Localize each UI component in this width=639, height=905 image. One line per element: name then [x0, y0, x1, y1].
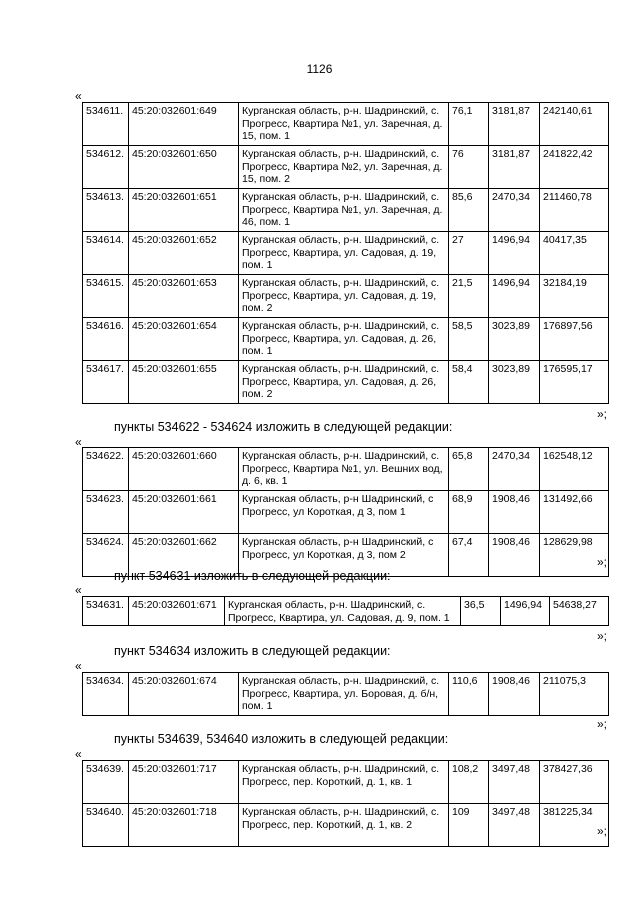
- item-number-cell: 534616.: [83, 318, 129, 361]
- address-cell: Курганская область, р-н. Шадринский, с. Прогресс, Квартира, ул. Садовая, д. 19, пом. 1: [239, 232, 449, 275]
- amendment-heading: пункты 534639, 534640 изложить в следующей редакции:: [114, 732, 449, 746]
- address-cell: Курганская область, р-н. Шадринский, с. Прогресс, Квартира №1, ул. Заречная, д. 15, пом. 1: [239, 103, 449, 146]
- value-cell: 211075,3: [540, 673, 609, 716]
- cadastral-number-cell: 45:20:032601:671: [129, 597, 225, 626]
- price-cell: 3497,48: [489, 804, 540, 847]
- table-row: [83, 361, 609, 404]
- open-quote: «: [75, 583, 82, 597]
- cadastral-number-cell: 45:20:032601:661: [129, 491, 239, 534]
- amendment-heading: пункт 534631 изложить в следующей редакции:: [114, 569, 391, 583]
- price-cell: 3023,89: [489, 318, 540, 361]
- table-row: [83, 491, 609, 534]
- address-cell: Курганская область, р-н. Шадринский, с. Прогресс, Квартира, ул. Боровая, д. б/н, пом. 1: [239, 673, 449, 716]
- open-quote: «: [75, 435, 82, 449]
- table-row: [83, 318, 609, 361]
- close-quote: »;: [597, 555, 608, 569]
- table-row: [83, 448, 609, 491]
- value-cell: 176897,56: [540, 318, 609, 361]
- cadastral-number-cell: 45:20:032601:655: [129, 361, 239, 404]
- value-cell: 381225,34: [540, 804, 609, 847]
- cadastral-number-cell: 45:20:032601:662: [129, 534, 239, 577]
- table-row: [83, 146, 609, 189]
- price-cell: 2470,34: [489, 189, 540, 232]
- area-cell: 27: [449, 232, 489, 275]
- item-number-cell: 534615.: [83, 275, 129, 318]
- price-cell: 1496,94: [489, 232, 540, 275]
- item-number-cell: 534611.: [83, 103, 129, 146]
- address-cell: Курганская область, р-н. Шадринский, с. Прогресс, Квартира, ул. Садовая, д. 19, пом. 2: [239, 275, 449, 318]
- cadastral-number-cell: 45:20:032601:718: [129, 804, 239, 847]
- area-cell: 85,6: [449, 189, 489, 232]
- value-cell: 211460,78: [540, 189, 609, 232]
- address-cell: Курганская область, р-н. Шадринский, с. Прогресс, Квартира, ул. Садовая, д. 26, пом. 2: [239, 361, 449, 404]
- table-row: [83, 189, 609, 232]
- cadastral-number-cell: 45:20:032601:653: [129, 275, 239, 318]
- address-cell: Курганская область, р-н. Шадринский, с. Прогресс, пер. Короткий, д. 1, кв. 2: [239, 804, 449, 847]
- area-cell: 21,5: [449, 275, 489, 318]
- item-number-cell: 534614.: [83, 232, 129, 275]
- register-table: [82, 447, 609, 577]
- table-row: [83, 673, 609, 716]
- cadastral-number-cell: 45:20:032601:652: [129, 232, 239, 275]
- area-cell: 65,8: [449, 448, 489, 491]
- item-number-cell: 534617.: [83, 361, 129, 404]
- address-cell: Курганская область, р-н. Шадринский, с. Прогресс, Квартира, ул. Садовая, д. 26, пом. 1: [239, 318, 449, 361]
- table-row: [83, 597, 609, 626]
- area-cell: 68,9: [449, 491, 489, 534]
- close-quote: »;: [597, 717, 608, 731]
- page-number: 1126: [306, 62, 333, 76]
- area-cell: 76,1: [449, 103, 489, 146]
- register-table: [82, 596, 609, 626]
- open-quote: «: [75, 89, 82, 103]
- value-cell: 128629,98: [540, 534, 609, 577]
- price-cell: 1908,46: [489, 673, 540, 716]
- table-row: [83, 232, 609, 275]
- price-cell: 1908,46: [489, 491, 540, 534]
- cadastral-number-cell: 45:20:032601:649: [129, 103, 239, 146]
- area-cell: 36,5: [461, 597, 501, 626]
- table-row: [83, 761, 609, 804]
- table-row: [83, 275, 609, 318]
- cadastral-number-cell: 45:20:032601:654: [129, 318, 239, 361]
- close-quote: »;: [597, 629, 608, 643]
- address-cell: Курганская область, р-н. Шадринский, с. Прогресс, Квартира №2, ул. Заречная, д. 15, пом. 2: [239, 146, 449, 189]
- price-cell: 1496,94: [489, 275, 540, 318]
- address-cell: Курганская область, р-н Шадринский, с Прогресс, ул Короткая, д 3, пом 2: [239, 534, 449, 577]
- cadastral-number-cell: 45:20:032601:660: [129, 448, 239, 491]
- cadastral-number-cell: 45:20:032601:674: [129, 673, 239, 716]
- amendment-heading: пункты 534622 - 534624 изложить в следующей редакции:: [114, 420, 453, 434]
- cadastral-number-cell: 45:20:032601:717: [129, 761, 239, 804]
- open-quote: «: [75, 659, 82, 673]
- area-cell: 67,4: [449, 534, 489, 577]
- open-quote: «: [75, 747, 82, 761]
- cadastral-number-cell: 45:20:032601:650: [129, 146, 239, 189]
- area-cell: 76: [449, 146, 489, 189]
- price-cell: 3181,87: [489, 103, 540, 146]
- price-cell: 3497,48: [489, 761, 540, 804]
- amendment-heading: пункт 534634 изложить в следующей редакции:: [114, 644, 391, 658]
- value-cell: 40417,35: [540, 232, 609, 275]
- price-cell: 3181,87: [489, 146, 540, 189]
- table-row: [83, 103, 609, 146]
- item-number-cell: 534640.: [83, 804, 129, 847]
- area-cell: 110,6: [449, 673, 489, 716]
- item-number-cell: 534624.: [83, 534, 129, 577]
- address-cell: Курганская область, р-н. Шадринский, с. Прогресс, пер. Короткий, д. 1, кв. 1: [239, 761, 449, 804]
- address-cell: Курганская область, р-н. Шадринский, с. Прогресс, Квартира, ул. Садовая, д. 9, пом. 1: [225, 597, 461, 626]
- value-cell: 162548,12: [540, 448, 609, 491]
- item-number-cell: 534639.: [83, 761, 129, 804]
- address-cell: Курганская область, р-н. Шадринский, с. Прогресс, Квартира №1, ул. Вешних вод, д. 6, кв. 1: [239, 448, 449, 491]
- register-table: [82, 672, 609, 716]
- item-number-cell: 534612.: [83, 146, 129, 189]
- register-table: [82, 102, 609, 404]
- address-cell: Курганская область, р-н Шадринский, с Прогресс, ул Короткая, д 3, пом 1: [239, 491, 449, 534]
- close-quote: »;: [597, 824, 608, 838]
- price-cell: 1908,46: [489, 534, 540, 577]
- table-row: [83, 804, 609, 847]
- item-number-cell: 534613.: [83, 189, 129, 232]
- area-cell: 58,5: [449, 318, 489, 361]
- value-cell: 131492,66: [540, 491, 609, 534]
- item-number-cell: 534634.: [83, 673, 129, 716]
- price-cell: 3023,89: [489, 361, 540, 404]
- value-cell: 242140,61: [540, 103, 609, 146]
- close-quote: »;: [597, 407, 608, 421]
- cadastral-number-cell: 45:20:032601:651: [129, 189, 239, 232]
- area-cell: 109: [449, 804, 489, 847]
- area-cell: 108,2: [449, 761, 489, 804]
- value-cell: 54638,27: [550, 597, 609, 626]
- item-number-cell: 534631.: [83, 597, 129, 626]
- item-number-cell: 534622.: [83, 448, 129, 491]
- value-cell: 378427,36: [540, 761, 609, 804]
- address-cell: Курганская область, р-н. Шадринский, с. Прогресс, Квартира №1, ул. Заречная, д. 46, пом. 1: [239, 189, 449, 232]
- value-cell: 241822,42: [540, 146, 609, 189]
- price-cell: 1496,94: [501, 597, 550, 626]
- area-cell: 58,4: [449, 361, 489, 404]
- item-number-cell: 534623.: [83, 491, 129, 534]
- price-cell: 2470,34: [489, 448, 540, 491]
- value-cell: 176595,17: [540, 361, 609, 404]
- value-cell: 32184,19: [540, 275, 609, 318]
- register-table: [82, 760, 609, 847]
